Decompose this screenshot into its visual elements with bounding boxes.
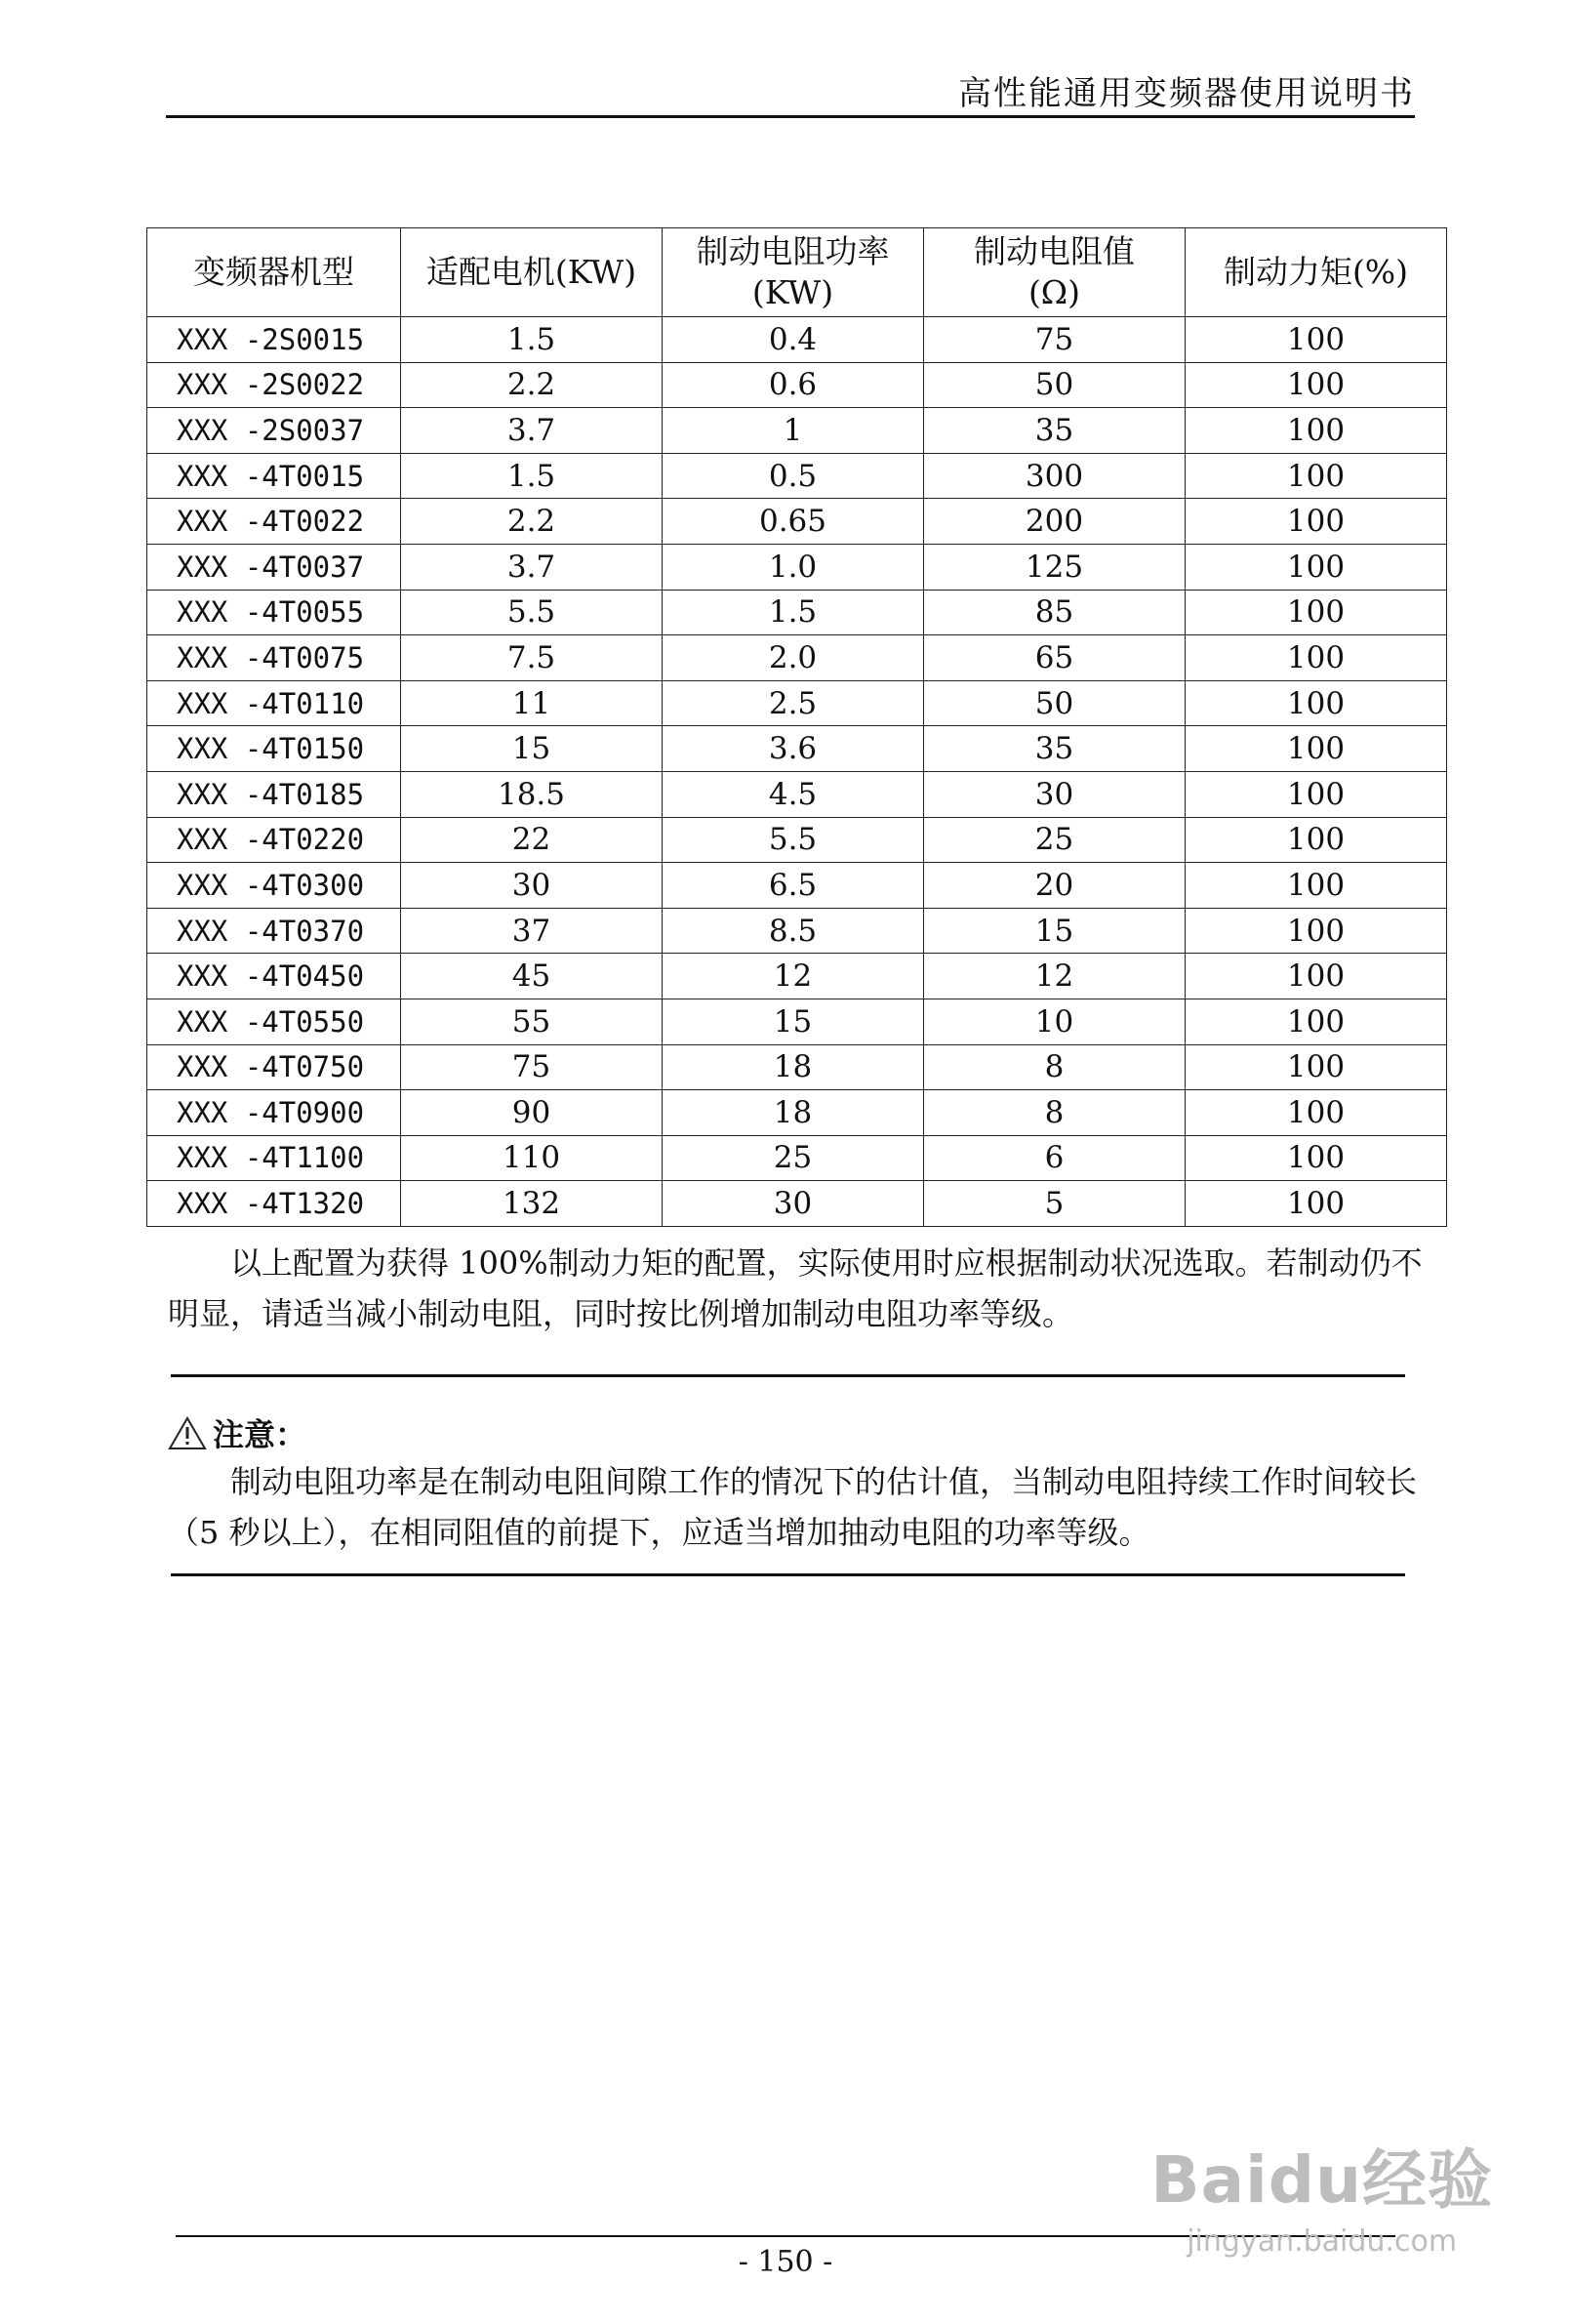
table-row: [147, 408, 1447, 454]
value-cell: 2.2: [401, 499, 663, 545]
value-cell: 3.7: [401, 544, 663, 590]
model-cell: XXX -4T0150: [147, 726, 401, 772]
notice-top-divider: [171, 1374, 1405, 1377]
model-cell: XXX -4T1320: [147, 1181, 401, 1227]
value-cell: 20: [924, 863, 1186, 909]
value-cell: 30: [663, 1181, 924, 1227]
model-cell: XXX -4T0022: [147, 499, 401, 545]
value-cell: 65: [924, 635, 1186, 681]
table-row: [147, 680, 1447, 726]
value-cell: 1.5: [663, 590, 924, 635]
table-row: [147, 1090, 1447, 1136]
model-cell: XXX -2S0015: [147, 317, 401, 363]
value-cell: 100: [1186, 1044, 1447, 1090]
value-cell: 100: [1186, 726, 1447, 772]
warning-triangle-icon: [168, 1415, 207, 1450]
braking-resistor-table: [146, 227, 1447, 1227]
value-cell: 8: [924, 1090, 1186, 1136]
value-cell: 30: [924, 771, 1186, 817]
table-row: [147, 1044, 1447, 1090]
value-cell: 100: [1186, 999, 1447, 1044]
value-cell: 100: [1186, 1181, 1447, 1227]
table-row: [147, 635, 1447, 681]
value-cell: 8.5: [663, 908, 924, 954]
table-row: [147, 453, 1447, 499]
table-body: [147, 317, 1447, 1227]
value-cell: 100: [1186, 317, 1447, 363]
table-row: [147, 544, 1447, 590]
value-cell: 4.5: [663, 771, 924, 817]
value-cell: 100: [1186, 817, 1447, 863]
value-cell: 11: [401, 680, 663, 726]
value-cell: 5.5: [401, 590, 663, 635]
value-cell: 1.5: [401, 317, 663, 363]
table-row: [147, 908, 1447, 954]
value-cell: 35: [924, 408, 1186, 454]
table-row: [147, 1135, 1447, 1181]
model-cell: XXX -4T0370: [147, 908, 401, 954]
column-header: 制动电阻值 (Ω): [924, 228, 1186, 317]
value-cell: 100: [1186, 680, 1447, 726]
column-header: 制动力矩(%): [1186, 228, 1447, 317]
model-cell: XXX -4T0450: [147, 954, 401, 999]
notice-bottom-divider: [171, 1573, 1405, 1576]
value-cell: 18.5: [401, 771, 663, 817]
table-row: [147, 726, 1447, 772]
notice-text: 制动电阻功率是在制动电阻间隙工作的情况下的估计值，当制动电阻持续工作时间较长（5 秒以上），在相同阻值的前提下，应适当增加抽动电阻的功率等级。: [168, 1463, 1418, 1551]
value-cell: 1.0: [663, 544, 924, 590]
value-cell: 5: [924, 1181, 1186, 1227]
value-cell: 55: [401, 999, 663, 1044]
table-row: [147, 999, 1447, 1044]
table-row: [147, 317, 1447, 363]
value-cell: 132: [401, 1181, 663, 1227]
value-cell: 100: [1186, 954, 1447, 999]
value-cell: 100: [1186, 908, 1447, 954]
column-header: 制动电阻功率 (KW): [663, 228, 924, 317]
value-cell: 6.5: [663, 863, 924, 909]
value-cell: 37: [401, 908, 663, 954]
model-cell: XXX -4T0900: [147, 1090, 401, 1136]
table-row: [147, 771, 1447, 817]
model-cell: XXX -2S0022: [147, 362, 401, 408]
value-cell: 100: [1186, 499, 1447, 545]
value-cell: 15: [924, 908, 1186, 954]
value-cell: 50: [924, 362, 1186, 408]
column-header: 变频器机型: [147, 228, 401, 317]
header-divider: [166, 115, 1415, 118]
value-cell: 8: [924, 1044, 1186, 1090]
table-row: [147, 499, 1447, 545]
value-cell: 300: [924, 453, 1186, 499]
value-cell: 1: [663, 408, 924, 454]
model-cell: XXX -4T0185: [147, 771, 401, 817]
value-cell: 45: [401, 954, 663, 999]
model-cell: XXX -2S0037: [147, 408, 401, 454]
value-cell: 100: [1186, 863, 1447, 909]
table-row: [147, 590, 1447, 635]
watermark-logo: [1150, 2128, 1493, 2221]
value-cell: 110: [401, 1135, 663, 1181]
table-row: [147, 954, 1447, 999]
value-cell: 75: [924, 317, 1186, 363]
value-cell: 100: [1186, 635, 1447, 681]
value-cell: 10: [924, 999, 1186, 1044]
value-cell: 100: [1186, 544, 1447, 590]
value-cell: 15: [663, 999, 924, 1044]
value-cell: 15: [401, 726, 663, 772]
value-cell: 2.0: [663, 635, 924, 681]
table-row: [147, 362, 1447, 408]
value-cell: 12: [663, 954, 924, 999]
value-cell: 18: [663, 1044, 924, 1090]
baidu-watermark: [1150, 2128, 1493, 2259]
config-note-paragraph: 以上配置为获得 100%制动力矩的配置，实际使用时应根据制动状况选取。若制动仍不明显，请适当减小制动电阻，同时按比例增加制动电阻功率等级。: [168, 1244, 1423, 1332]
value-cell: 100: [1186, 771, 1447, 817]
value-cell: 1.5: [401, 453, 663, 499]
value-cell: 90: [401, 1090, 663, 1136]
table-header-row: [147, 228, 1447, 317]
value-cell: 0.4: [663, 317, 924, 363]
page-number: - 150 -: [738, 2245, 833, 2279]
value-cell: 0.65: [663, 499, 924, 545]
value-cell: 30: [401, 863, 663, 909]
watermark-brand: Baidu经验: [1150, 2142, 1493, 2218]
model-cell: XXX -4T0075: [147, 635, 401, 681]
table-row: [147, 863, 1447, 909]
value-cell: 100: [1186, 362, 1447, 408]
model-cell: XXX -4T0015: [147, 453, 401, 499]
value-cell: 25: [663, 1135, 924, 1181]
table-row: [147, 817, 1447, 863]
value-cell: 12: [924, 954, 1186, 999]
model-cell: XXX -4T0300: [147, 863, 401, 909]
value-cell: 100: [1186, 1090, 1447, 1136]
model-cell: XXX -4T0037: [147, 544, 401, 590]
value-cell: 75: [401, 1044, 663, 1090]
value-cell: 3.6: [663, 726, 924, 772]
value-cell: 100: [1186, 453, 1447, 499]
value-cell: 100: [1186, 408, 1447, 454]
value-cell: 125: [924, 544, 1186, 590]
value-cell: 6: [924, 1135, 1186, 1181]
value-cell: 200: [924, 499, 1186, 545]
model-cell: XXX -4T0110: [147, 680, 401, 726]
model-cell: XXX -4T0220: [147, 817, 401, 863]
value-cell: 35: [924, 726, 1186, 772]
value-cell: 18: [663, 1090, 924, 1136]
notice-heading: [168, 1410, 306, 1455]
value-cell: 7.5: [401, 635, 663, 681]
value-cell: 0.5: [663, 453, 924, 499]
model-cell: XXX -4T0550: [147, 999, 401, 1044]
watermark-url: jingyan.baidu.com: [1187, 2224, 1458, 2259]
value-cell: 100: [1186, 590, 1447, 635]
value-cell: 2.2: [401, 362, 663, 408]
value-cell: 50: [924, 680, 1186, 726]
model-cell: XXX -4T0055: [147, 590, 401, 635]
page-header-title: 高性能通用变频器使用说明书: [958, 74, 1415, 113]
value-cell: 2.5: [663, 680, 924, 726]
value-cell: 5.5: [663, 817, 924, 863]
model-cell: XXX -4T0750: [147, 1044, 401, 1090]
notice-title: 注意：: [213, 1416, 307, 1453]
value-cell: 100: [1186, 1135, 1447, 1181]
column-header: 适配电机(KW): [401, 228, 663, 317]
value-cell: 3.7: [401, 408, 663, 454]
value-cell: 0.6: [663, 362, 924, 408]
value-cell: 25: [924, 817, 1186, 863]
model-cell: XXX -4T1100: [147, 1135, 401, 1181]
table-row: [147, 1181, 1447, 1227]
value-cell: 85: [924, 590, 1186, 635]
value-cell: 22: [401, 817, 663, 863]
